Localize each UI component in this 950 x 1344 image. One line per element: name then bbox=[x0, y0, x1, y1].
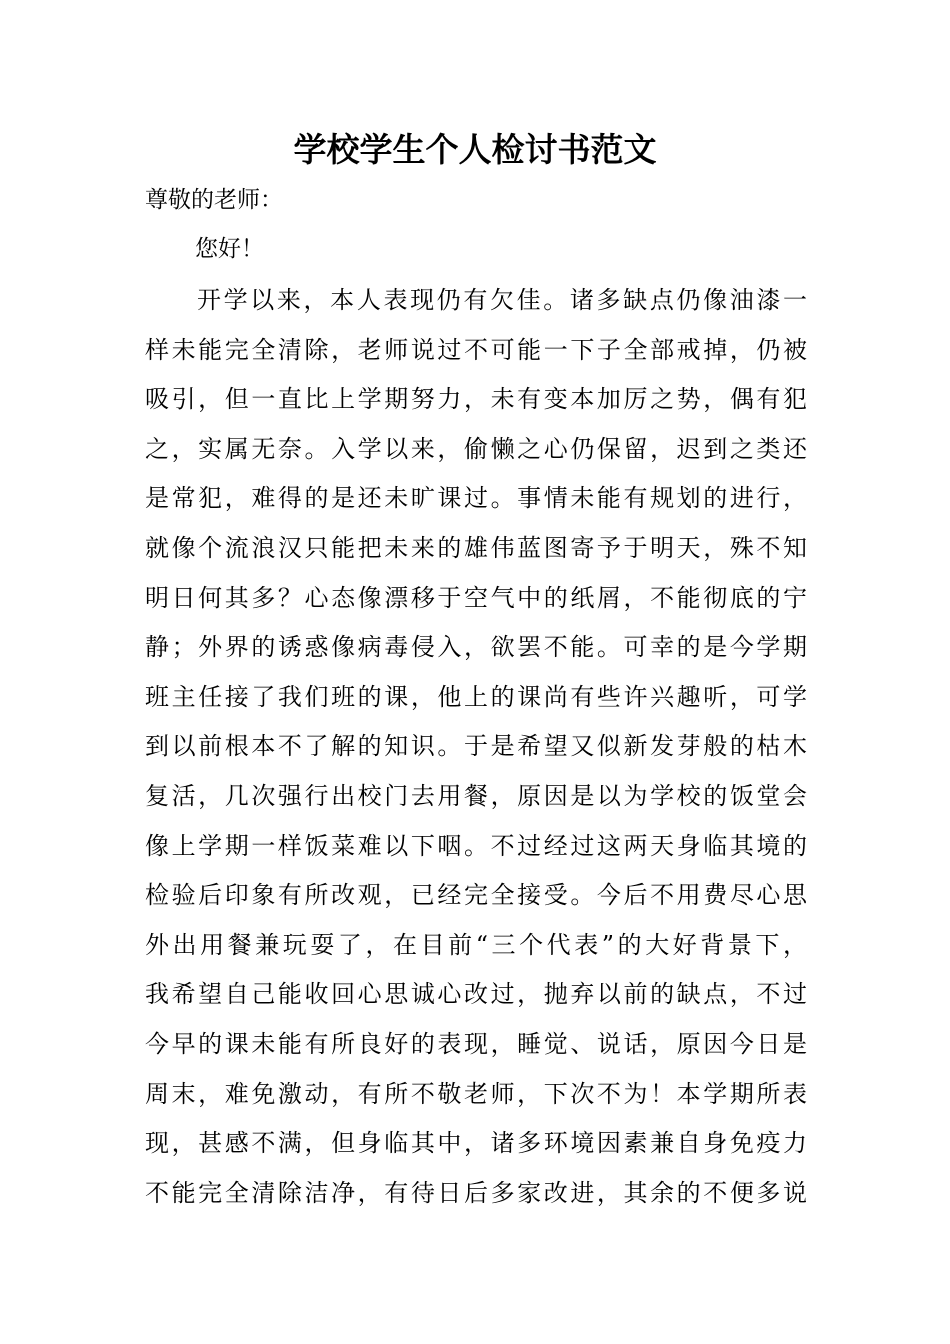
body-line: 是常犯，难得的是还未旷课过。事情未能有规划的进行， bbox=[145, 484, 807, 513]
body-line: 明日何其多？心态像漂移于空气中的纸屑，不能彻底的宁 bbox=[145, 583, 807, 612]
body-line: 吸引，但一直比上学期努力，未有变本加厉之势，偶有犯 bbox=[145, 385, 807, 414]
body-line: 班主任接了我们班的课，他上的课尚有些许兴趣听，可学 bbox=[145, 682, 807, 711]
body-line: 样未能完全清除，老师说过不可能一下子全部戒掉，仍被 bbox=[145, 335, 807, 364]
body-line: 周末，难免激动，有所不敬老师，下次不为！本学期所表 bbox=[145, 1079, 807, 1108]
body-line: 复活，几次强行出校门去用餐，原因是以为学校的饭堂会 bbox=[145, 781, 807, 810]
body-line: 检验后印象有所改观，已经完全接受。今后不用费尽心思 bbox=[145, 881, 807, 910]
body-line: 像上学期一样饭菜难以下咽。不过经过这两天身临其境的 bbox=[145, 831, 807, 860]
body-line: 现，甚感不满，但身临其中，诸多环境因素兼自身免疫力 bbox=[145, 1129, 807, 1158]
body-paragraph bbox=[145, 280, 810, 1222]
body-line: 开学以来，本人表现仍有欠佳。诸多缺点仍像油漆一 bbox=[197, 286, 807, 314]
body-line: 静；外界的诱惑像病毒侵入，欲罢不能。可幸的是今学期 bbox=[145, 633, 807, 662]
body-line: 到以前根本不了解的知识。于是希望又似新发芽般的枯木 bbox=[145, 732, 807, 761]
salutation: 尊敬的老师： bbox=[145, 187, 283, 213]
body-line: 外出用餐兼玩耍了，在目前“三个代表”的大好背景下， bbox=[145, 930, 807, 959]
body-line: 今早的课未能有所良好的表现，睡觉、说话，原因今日是 bbox=[145, 1029, 807, 1058]
body-line: 之，实属无奈。入学以来，偷懒之心仍保留，迟到之类还 bbox=[145, 434, 807, 463]
body-line: 我希望自己能收回心思诚心改过，抛弃以前的缺点，不过 bbox=[145, 980, 807, 1009]
document-title: 学校学生个人检讨书范文 bbox=[293, 130, 657, 169]
body-line: 就像个流浪汉只能把未来的雄伟蓝图寄予于明天，殊不知 bbox=[145, 533, 807, 562]
greeting: 您好！ bbox=[195, 236, 264, 262]
body-line: 不能完全清除洁净，有待日后多家改进，其余的不便多说 bbox=[145, 1178, 807, 1207]
